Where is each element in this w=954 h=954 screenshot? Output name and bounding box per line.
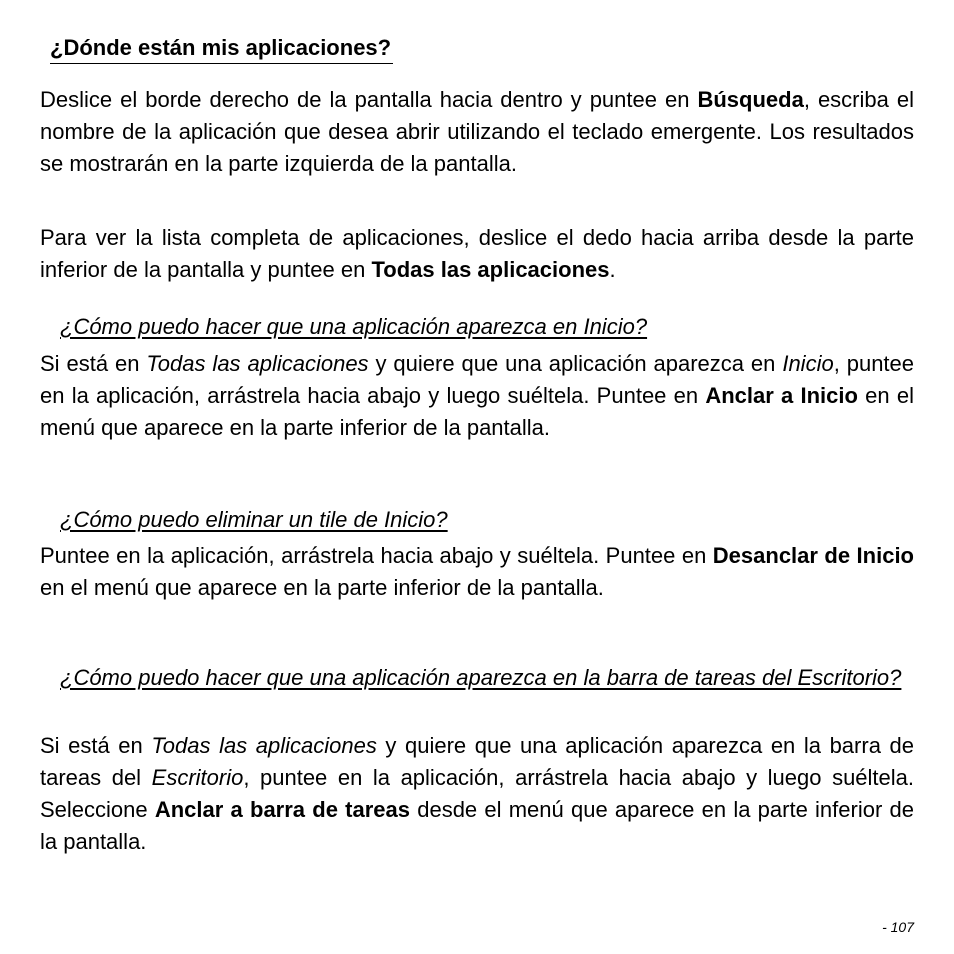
paragraph-all-apps: [40, 222, 914, 286]
text: Puntee en la aplicación, arrástrela hacia abajo y suéltela. Puntee en: [40, 543, 713, 568]
bold-term: Todas las aplicaciones: [371, 257, 610, 282]
paragraph-pin-start: [40, 348, 914, 444]
text: en el menú que aparece en la parte inferior de la pantalla.: [40, 575, 604, 600]
bold-term: Búsqueda: [697, 87, 804, 112]
italic-term: Todas las aplicaciones: [146, 351, 369, 376]
text: Para ver la lista completa de aplicaciones, deslice el dedo hacia arriba desde la parte inferior de la pantalla y puntee en: [40, 225, 914, 282]
text: y quiere que una aplicación aparezca en: [368, 351, 783, 376]
paragraph-taskbar: [40, 730, 914, 858]
text: Si está en: [40, 351, 147, 376]
text: .: [609, 257, 616, 282]
paragraph-search: [40, 84, 914, 180]
question-heading-unpin: ¿Cómo puedo eliminar un tile de Inicio?: [60, 507, 448, 532]
text: desde el menú que aparece en la parte inferior de la pantalla.: [40, 797, 914, 854]
italic-term: Escritorio: [151, 765, 244, 790]
italic-term: Inicio: [782, 351, 834, 376]
text: Si está en: [40, 733, 152, 758]
question-heading-taskbar: ¿Cómo puedo hacer que una aplicación aparezca en la barra de tareas del Escritorio?: [60, 665, 902, 690]
question-heading-pin-start: ¿Cómo puedo hacer que una aplicación aparezca en Inicio?: [60, 314, 648, 339]
italic-term: Todas las aplicaciones: [151, 733, 377, 758]
text: , puntee en la aplicación, arrástrela hacia abajo y luego suéltela. Puntee en: [40, 351, 915, 408]
text: en el menú que aparece en la parte inferior de la pantalla.: [40, 383, 914, 440]
text: Deslice el borde derecho de la pantalla hacia dentro y puntee en: [40, 87, 698, 112]
text: y quiere que una aplicación aparezca en la barra de tareas del: [40, 733, 914, 790]
text: , escriba el nombre de la aplicación que desea abrir utilizando el teclado emergente. Los resultados se mostrarán en la parte izquierda de la pantalla.: [40, 87, 914, 176]
page-number: - 107: [882, 919, 914, 935]
section-heading: ¿Dónde están mis aplicaciones?: [50, 33, 393, 64]
bold-term: Anclar a barra de tareas: [154, 797, 410, 822]
bold-term: Desanclar de Inicio: [712, 543, 914, 568]
text: , puntee en la aplicación, arrástrela hacia abajo y luego suéltela. Seleccione: [40, 765, 915, 822]
paragraph-unpin: [40, 540, 914, 604]
bold-term: Anclar a Inicio: [705, 383, 858, 408]
